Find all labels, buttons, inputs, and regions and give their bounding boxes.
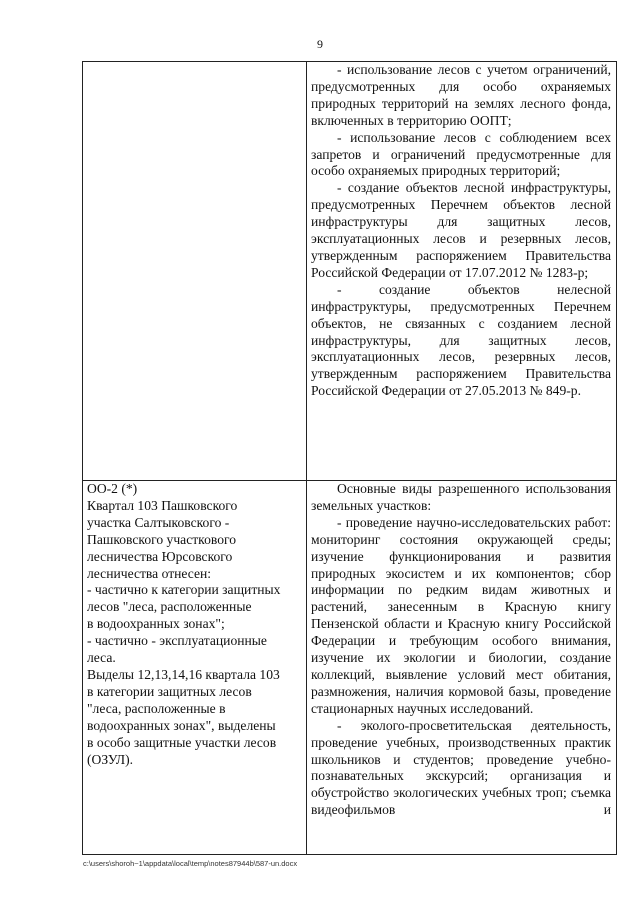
text-line: Квартал 103 Пашковского <box>87 497 238 513</box>
paragraph: - создание объектов лесной инфраструктуры, предусмотренных Перечнем объектов лесной инфраструктуры для защитных лесов, эксплуатационных лесов и резервных лесов, утвержденным распоряжением Правительства Российской Федерации от 17.07.2012 № 1283-р; <box>311 180 611 280</box>
table-row <box>83 62 617 481</box>
text-line: леса. <box>87 650 116 666</box>
document-table <box>82 61 617 855</box>
footer-file-path: c:\users\shoroh~1\appdata\local\temp\notes87944b\587-un.docx <box>83 859 298 868</box>
table-cell-right <box>307 481 617 855</box>
table-cell-left-empty <box>83 62 307 481</box>
page-number: 9 <box>317 37 323 51</box>
text-line: - частично к категории защитных <box>87 582 281 598</box>
paragraph: - создание объектов нелесной инфраструктуры, предусмотренных Перечнем объектов, не связанных с созданием лесной инфраструктуры, для защитных лесов, эксплуатационных лесов, резервных лесов, утвержденным распоряжением Правительства Российской Федерации от 27.05.2013 № 849-р. <box>311 281 611 399</box>
text-line: лесничества Юрсовского <box>87 548 233 564</box>
table-cell-right <box>307 62 617 481</box>
paragraph: - проведение научно-исследовательских работ: мониторинг состояния окружающей среды; изучение функционирования и развития природных экосистем и их компонентов; сбор информации по редким видам животных и растений, занесенным в Красную книгу Пензенской области и Красную книгу Российской Федерации и требующим особого внимания, изучение их экологии и биологии, создание коллекций, выявление условий мест обитания, размножения, наличия кормовой базы, проведение стационарных научных исследований. <box>311 514 611 716</box>
table-row <box>83 481 617 855</box>
table-cell-left <box>83 481 307 855</box>
text-line: лесов "леса, расположенные <box>87 599 252 615</box>
text-line: - частично - эксплуатационные <box>87 633 267 649</box>
paragraph: - использование лесов с соблюдением всех запретов и ограничений предусмотренные для особо охраняемых природных территорий; <box>311 129 611 179</box>
text-line: в категории защитных лесов <box>87 683 252 699</box>
text-line: участка Салтыковского - <box>87 514 230 530</box>
text-line: ОО-2 (*) <box>87 481 138 496</box>
text-line: в особо защитные участки лесов <box>87 734 277 750</box>
paragraph: - эколого-просветительская деятельность, проведение учебных, производственных практик школьников и студентов; проведение учебно-познавательных экскурсий; организация и обустройство экологических учебных троп; съемка видеофильмов и <box>311 717 611 818</box>
text-line: в водоохранных зонах"; <box>87 616 225 632</box>
text-line: "леса, расположенные в <box>87 700 226 716</box>
text-line: (ОЗУЛ). <box>87 751 134 767</box>
paragraph: - использование лесов с учетом ограничений, предусмотренных для особо охраняемых природных территорий на землях лесного фонда, включенных в территорию ООПТ; <box>311 62 611 128</box>
text-line: Пашковского участкового <box>87 531 237 547</box>
paragraph: Основные виды разрешенного использования земельных участков: <box>311 481 611 513</box>
text-line: Выделы 12,13,14,16 квартала 103 <box>87 666 280 682</box>
text-line: лесничества отнесен: <box>87 565 212 581</box>
text-line: водоохранных зонах", выделены <box>87 717 276 733</box>
